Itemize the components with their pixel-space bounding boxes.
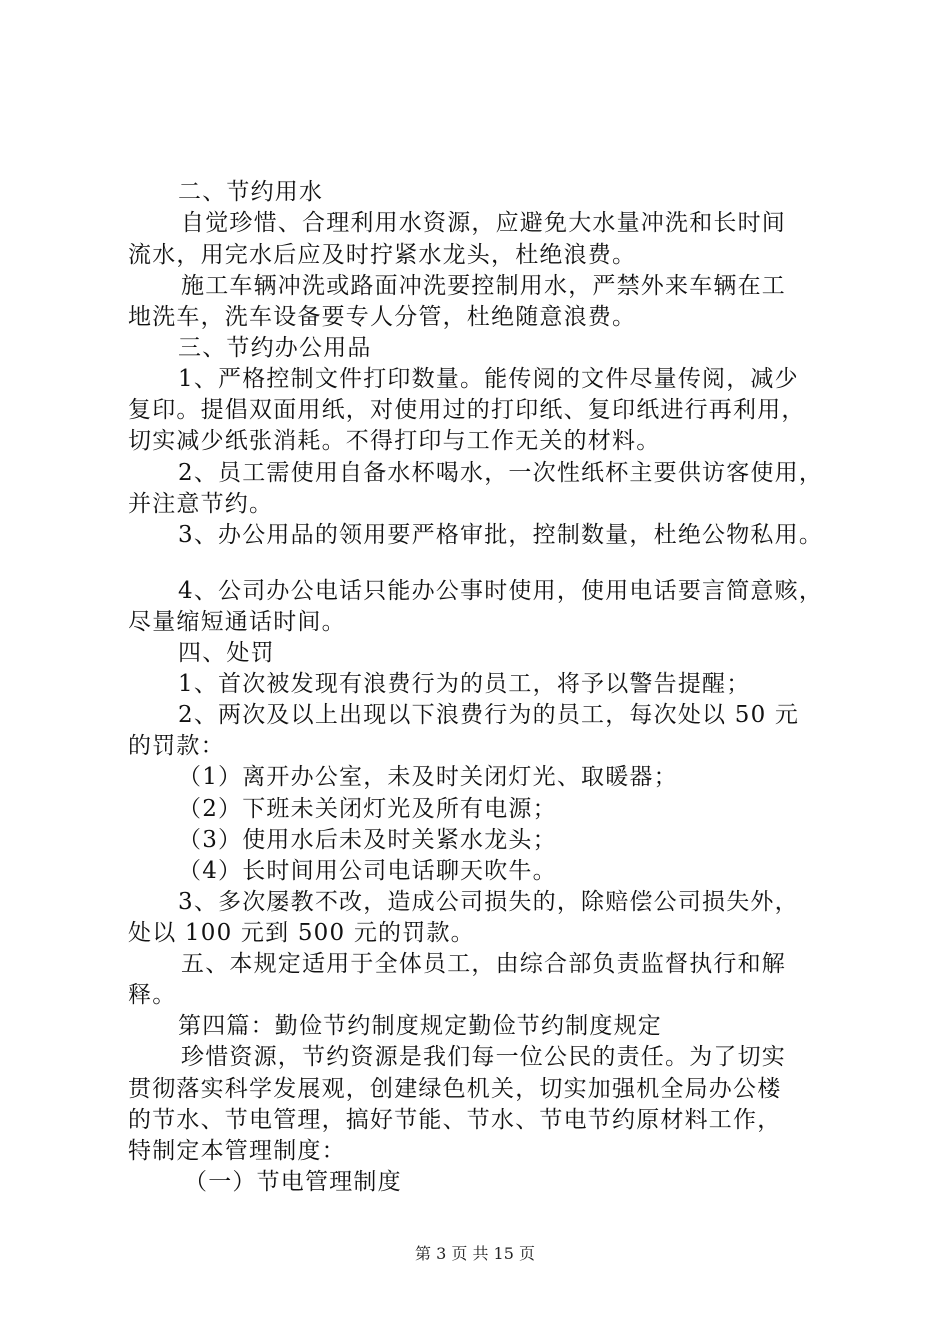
list-item: （2）下班未关闭灯光及所有电源；	[178, 796, 557, 822]
paragraph-line: 的节水、节电管理，搞好节能、节水、节电节约原材料工作，	[128, 1107, 782, 1133]
paragraph-line: 2、两次及以上出现以下浪费行为的员工，每次处以 50 元	[178, 702, 800, 728]
paragraph-line: 释。	[128, 982, 177, 1008]
paragraph-line: 特制定本管理制度：	[128, 1138, 346, 1164]
paragraph-line: 1、首次被发现有浪费行为的员工，将予以警告提醒；	[178, 671, 751, 697]
list-item: （4）长时间用公司电话聊天吹牛。	[178, 858, 557, 884]
paragraph-line: 1、严格控制文件打印数量。能传阅的文件尽量传阅，减少	[178, 366, 799, 392]
paragraph-line: 施工车辆冲洗或路面冲洗要控制用水，严禁外来车辆在工	[181, 273, 786, 299]
subsection-heading: （一）节电管理制度	[184, 1169, 402, 1195]
paragraph-line: 3、办公用品的领用要严格审批，控制数量，杜绝公物私用。	[178, 522, 824, 548]
paragraph-line: 处以 100 元到 500 元的罚款。	[128, 920, 475, 946]
section-heading-scope: 五、本规定适用于全体员工，由综合部负责监督执行和解	[181, 951, 786, 977]
paragraph-line: 切实减少纸张消耗。不得打印与工作无关的材料。	[128, 428, 661, 454]
paragraph-line: 珍惜资源，节约资源是我们每一位公民的责任。为了切实	[181, 1044, 786, 1070]
section-heading-office-supplies: 三、节约办公用品	[178, 335, 372, 361]
paragraph-line: 自觉珍惜、合理利用水资源，应避免大水量冲洗和长时间	[181, 210, 786, 236]
paragraph-line: 2、员工需使用自备水杯喝水，一次性纸杯主要供访客使用，	[178, 460, 824, 486]
section-heading-water: 二、节约用水	[178, 179, 324, 205]
paragraph-line: 流水，用完水后应及时拧紧水龙头，杜绝浪费。	[128, 242, 637, 268]
paragraph-line: 并注意节约。	[128, 491, 274, 517]
list-item: （3）使用水后未及时关紧水龙头；	[178, 827, 557, 853]
paragraph-line: 3、多次屡教不改，造成公司损失的，除赔偿公司损失外，	[178, 889, 799, 915]
paragraph-line: 贯彻落实科学发展观，创建绿色机关，切实加强机全局办公楼	[128, 1076, 782, 1102]
paragraph-line: 尽量缩短通话时间。	[128, 609, 346, 635]
paragraph-line: 地洗车，洗车设备要专人分管，杜绝随意浪费。	[128, 304, 637, 330]
chapter-heading: 第四篇：勤俭节约制度规定勤俭节约制度规定	[178, 1013, 662, 1039]
section-heading-penalties: 四、处罚	[178, 640, 275, 666]
list-item: （1）离开办公室，未及时关闭灯光、取暖器；	[178, 764, 678, 790]
page-number-footer: 第 3 页 共 15 页	[415, 1244, 535, 1263]
paragraph-line: 复印。提倡双面用纸，对使用过的打印纸、复印纸进行再利用，	[128, 397, 806, 423]
paragraph-line: 的罚款：	[128, 733, 225, 759]
paragraph-line: 4、公司办公电话只能办公事时使用，使用电话要言简意赅，	[178, 578, 824, 604]
